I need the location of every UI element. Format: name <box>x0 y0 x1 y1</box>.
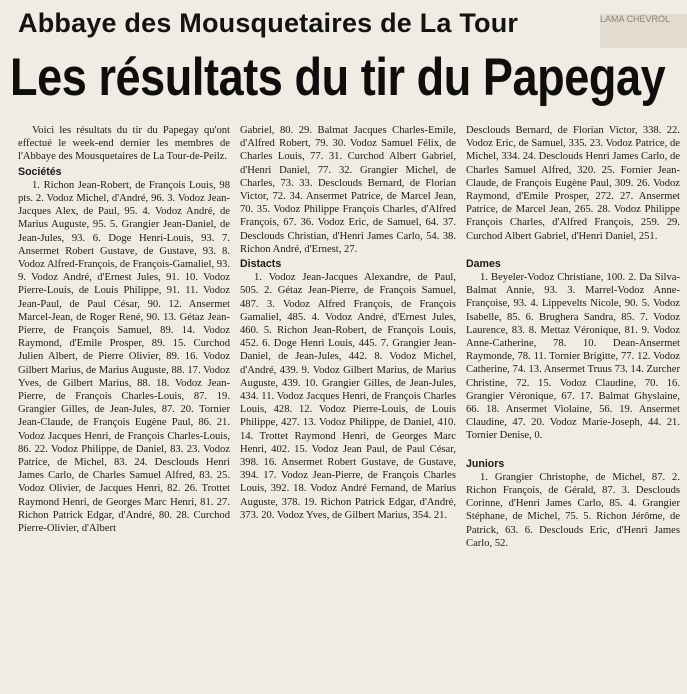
section-heading-societes: Sociétés <box>18 165 62 178</box>
dames-results: 1. Beyeler-Vodoz Christiane, 100. 2. Da Silva-Balmat Annie, 93. 3. Marrel-Vodoz Anne-Françoise, 93. 4. Lippevelts Nicole, 90. 5. Vodoz Isabelle, 85. 6. Brughera Sandra, 85. 7. Vodoz Laurence, 83. 8. Mettaz Véronique, 81. 9. Vodoz Anne-Catherine, 78. 10. Dean-Ansermet Raymonde, 78. 11. Tornier Brigitte, 77. 12. Vodoz Catherine, 74. 13. Ansermet Truus 73. 14. Zurcher Christine, 72. 15. Vodoz Claudine, 70. 16. Grangier Véronique, 67. 17. Balmat Ghyslaine, 66. 18. Ansermet Violaine, 56. 19. Ansermet Claudine, 47. 20. Vodoz Marie-Joseph, 44. 21. Tornier Denise, 0. <box>466 272 680 442</box>
section-heading-distacts: Distacts <box>240 258 282 271</box>
juniors-results: 1. Grangier Christophe, de Michel, 87. 2. Richon François, de Gérald, 87. 3. Desclouds Corinne, d'Henri James Carlo, 85. 4. Grangier Stéphane, de Michel, 75. 5. Richon Jérôme, de Patrick, 63. 6. Desclouds Eric, d'Henri James Carlo, 52. <box>466 471 680 549</box>
societes-results-part1: 1. Richon Jean-Robert, de François Louis, 98 pts. 2. Vodoz Michel, d'André, 96. 3. Vodoz Jean-Jacques Alex, de Paul, 95. 4. Vodoz André, de Marius Auguste, 95. 5. Grangier Jean-Daniel, de Jean-Jules, 93. 6. Doge Henri-Louis, 93. 7. Ansermet Robert Gustave, de Gustave, 93. 8. Vodoz Alfred-François, de François-Gamaliel, 93. 9. Vodoz André, d'Ernest Jules, 91. 10. Vodoz Pierre-Louis, de Louis Philippe, 91. 11. Vodoz Jean-Paul, de Paul César, 90. 12. Ansermet Marcel-Jean, de Roger René, 90. 13. Gétaz Jean-Pierre, de François Samuel, 89. 14. Vodoz Raymond, d'Emile Prosper, 89. 15. Curchod Julien Albert, de Pierre Olivier, 89. 16. Vodoz Gilbert Marius, de Marius Auguste, 88. 17. Vodoz Yves, de Gilbert Marius, 88. 18. Vodoz Jean-Pierre, de François Charles-Louis, 87. 19. Grangier Gilles, de Jean-Jules, 87. 20. Tornier Jean-Claude, de François Eugène Paul, 86. 21. Vodoz Jacques Henri, de François Charles-Louis, 86. 22. Vodoz Philippe, de Daniel, 83. 23. Vodoz Patrice, de Michel, 83. 24. Desclouds Henri James Carlo, de Charles Samuel Alfred, 83. 25. Vodoz Olivier, de Jacques Henri, 82. 26. Trottet Raymond Henri, de Georges Marc Henri, 81. 27. Richon Patrick Edgar, d'André, 80. 28. Curchod Pierre-Olivier, d'Albert <box>18 179 230 535</box>
adjacent-page-edge <box>600 14 687 48</box>
section-heading-juniors: Juniors <box>466 457 505 470</box>
kicker-title: Abbaye des Mousquetaires de La Tour <box>18 8 519 38</box>
column-2 <box>240 124 456 694</box>
headline: Les résultats du tir du Papegay <box>10 48 666 107</box>
distacts-results-part1: 1. Vodoz Jean-Jacques Alexandre, de Paul, 505. 2. Gétaz Jean-Pierre, de François Samuel, 487. 3. Vodoz Alfred François, de François Gamaliel, 485. 4. Vodoz André, d'Ernest Jules, 460. 5. Richon Jean-Robert, de François Louis, 452. 6. Doge Henri Louis, 445. 7. Grangier Jean-Daniel, de Jean-Jules, 442. 8. Vodoz Michel, d'André, 439. 9. Vodoz Gilbert Marius, de Marius Auguste, 439. 10. Grangier Gilles, de Jean-Jules, 434. 11. Vodoz Jacques Henri, de François Charles Louis, 428. 12. Vodoz Pierre-Louis, de Louis Philippe, 427. 13. Vodoz Philippe, de Daniel, 410. 14. Trottet Raymond Henri, de Georges Marc Henri, 402. 15. Vodoz Jean Paul, de Paul César, 398. 16. Ansermet Robert Gustave, de Gustave, 394. 17. Vodoz Jean-Pierre, de François Charles Louis, 392. 18. Vodoz André Fernand, de Marius Auguste, 378. 19. Richon Patrick Edgar, d'André, 373. 20. Vodoz Yves, de Gilbert Marius, 354. 21. <box>240 272 456 521</box>
column-1 <box>18 124 230 694</box>
intro-paragraph: Voici les résultats du tir du Papegay qu'ont effectué le week-end dernier les membres de l'Abbaye des Mousquetaires de La Tour-de-Peilz. <box>18 125 230 163</box>
societes-results-part2: Gabriel, 80. 29. Balmat Jacques Charles-Emile, d'Alfred Robert, 79. 30. Vodoz Samuel Félix, de Charles Louis, 77. 31. Curchod Albert Gabriel, d'Henri Daniel, 77. 32. Grangier Michel, de Charles, 73. 33. Desclouds Bernard, de Florian Victor, 72. 34. Ansermet Patrice, de Marcel Jean, 70. 35. Vodoz Philippe François Charles, d'Alfred François, 67. 36. Vodoz Eric, de Samuel, 64. 37. Desclouds Christian, d'Henri James Carlo, 54. 38. Richon André, d'Ernest, 27. <box>240 125 456 255</box>
adjacent-page-text: LAMA CHEVROL <box>600 14 671 24</box>
section-heading-dames: Dames <box>466 257 501 270</box>
column-3 <box>466 124 680 694</box>
distacts-results-part2: Desclouds Bernard, de Florian Victor, 338. 22. Vodoz Eric, de Samuel, 335. 23. Vodoz Patrice, de Michel, 334. 24. Desclouds Henri James Carlo, de Charles Samuel Alfred, 320. 25. Fornier Jean-Claude, de François Eugène Paul, 309. 26. Vodoz Raymond, d'Emile Prosper, 272. 27. Ansermet Patrice, de Marcel Jean, 265. 28. Vodoz Philippe François Charles, d'Alfred François, 259. 29. Curchod Albert Gabriel, d'Henri Daniel, 251. <box>466 125 680 242</box>
